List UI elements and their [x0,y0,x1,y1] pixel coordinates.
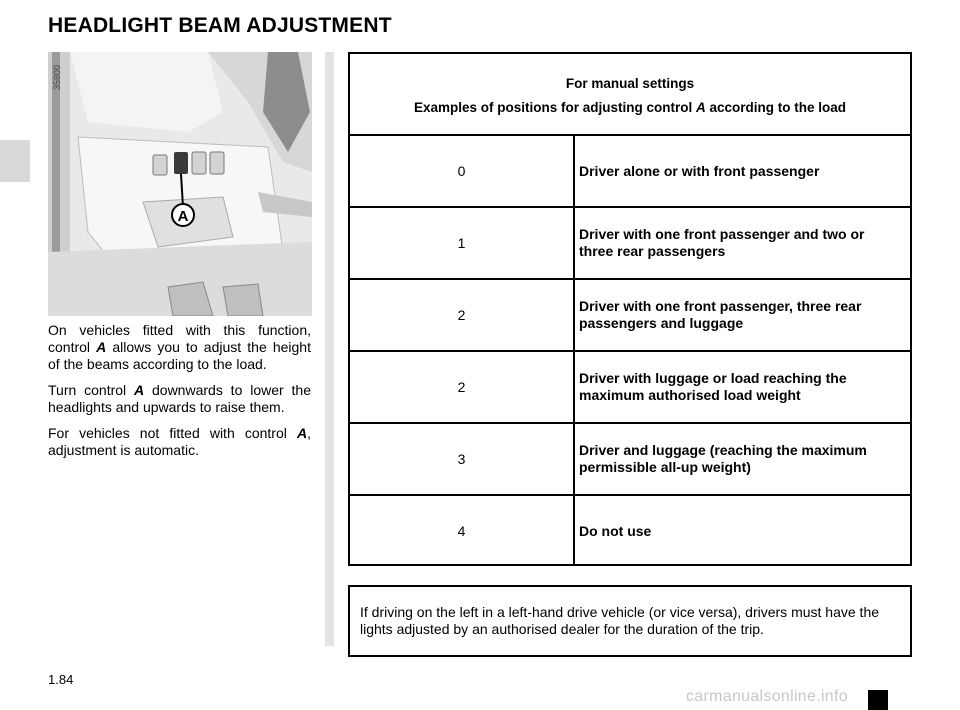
position-cell: 1 [350,208,575,278]
description-cell: Driver alone or with front passenger [579,162,820,179]
description-cell: Do not use [579,522,652,539]
position-cell: 2 [350,352,575,422]
position-cell: 0 [350,136,575,206]
position-cell: 2 [350,280,575,350]
table-row [350,208,910,280]
paragraph-3: For vehicles not fitted with control A, adjustment is automatic. [48,425,311,458]
description-cell: Driver with one front passenger, three rear passengers and luggage [579,298,862,331]
table-row [350,280,910,352]
table-header [350,54,910,136]
page-number: 1.84 [48,672,74,687]
driving-side-note: If driving on the left in a left-hand drive vehicle (or vice versa), drivers must have the lights adjusted by an authorised dealer for the duration of the trip. [348,585,912,657]
table-row [350,496,910,566]
paragraph-1: On vehicles fitted with this function, control A allows you to adjust the height of the beams according to the load. [48,322,311,372]
description-cell: Driver with luggage or load reaching the maximum authorised load weight [579,370,847,403]
table-subheading: Examples of positions for adjusting control A according to the load [413,100,847,115]
table-row [350,352,910,424]
column-divider [325,52,334,646]
position-cell: 4 [350,496,575,566]
image-reference: 35800 [52,64,62,90]
table-heading: For manual settings [565,76,695,91]
watermark: carmanualsonline.info [686,688,848,705]
body-text [48,322,311,468]
paragraph-2: Turn control A downwards to lower the headlights and upwards to raise them. [48,382,311,415]
corner-mark [868,690,888,710]
chapter-tab [0,140,30,182]
page-title: HEADLIGHT BEAM ADJUSTMENT [48,14,392,37]
load-settings-table [348,52,912,566]
table-row [350,136,910,208]
position-cell: 3 [350,424,575,494]
callout-label: A [177,208,189,225]
dashboard-photo [48,52,312,316]
description-cell: Driver with one front passenger and two or three rear passengers [579,226,865,259]
table-row [350,424,910,496]
description-cell: Driver and luggage (reaching the maximum permissible all-up weight) [579,442,867,475]
